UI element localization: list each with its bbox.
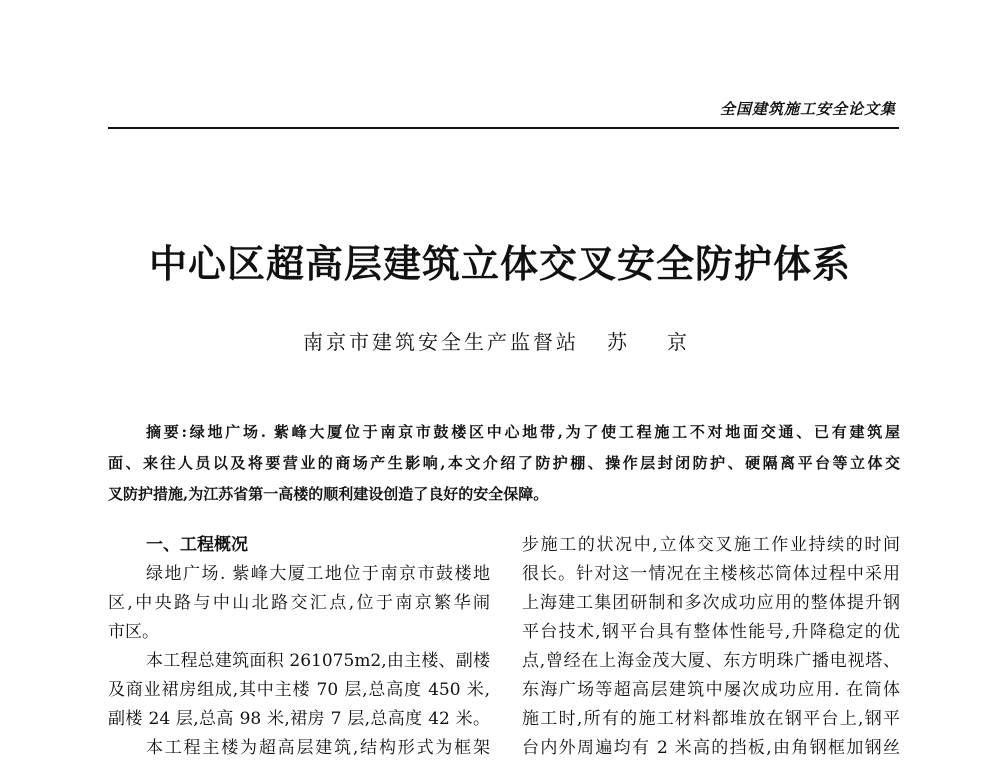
header-rule: [108, 127, 899, 129]
body-line: 点,曾经在上海金茂大厦、东方明珠广播电视塔、: [522, 651, 900, 671]
body-line: 东海广场等超高层建筑中屡次成功应用. 在筒体: [522, 680, 900, 700]
body-line: 上海建工集团研制和多次成功应用的整体提升钢: [522, 593, 900, 613]
byline: [0, 326, 1000, 355]
body-line: 区,中央路与中山北路交汇点,位于南京繁华闹: [108, 593, 490, 613]
body-line: 施工时,所有的施工材料都堆放在钢平台上,钢平: [522, 709, 900, 729]
body-line: 本工程主楼为超高层建筑,结构形式为框架: [146, 738, 490, 758]
body-column-right: [522, 531, 900, 763]
body-line: 台内外周遍均有 2 米高的挡板,由角钢框加钢丝: [522, 738, 900, 758]
abstract-line: 叉防护措施,为江苏省第一高楼的顺利建设创造了良好的安全保障。: [108, 485, 549, 503]
abstract-line-text: 绿地广场. 紫峰大厦位于南京市鼓楼区中心地带,为了使工程施工不对地面交通、已有建筑屋: [187, 423, 900, 441]
body-line: 步施工的状况中,立体交叉施工作业持续的时间: [522, 535, 900, 555]
author-affiliation: 南京市建筑安全生产监督站: [303, 330, 579, 354]
body-line: 本工程总建筑面积 261075m2,由主楼、副楼: [146, 651, 490, 671]
abstract-line: [108, 417, 900, 448]
body-line: 市区。: [108, 622, 159, 642]
section-heading: 一、工程概况: [146, 535, 248, 555]
body-line: 绿地广场. 紫峰大厦工地位于南京市鼓楼地: [146, 564, 490, 584]
author-name: 苏 京: [607, 330, 697, 354]
abstract-line: 面、来往人员以及将要营业的商场产生影响,本文介绍了防护棚、操作层封闭防护、硬隔离平台等立体交: [108, 454, 900, 472]
body-column-left: [108, 531, 490, 763]
body-line: 平台技术,钢平台具有整体性能号,升降稳定的优: [522, 622, 900, 642]
article-title: 中心区超高层建筑立体交叉安全防护体系: [148, 241, 851, 286]
body-line: 副楼 24 层,总高 98 米,裙房 7 层,总高度 42 米。: [108, 709, 490, 729]
body-line: 及商业裙房组成,其中主楼 70 层,总高度 450 米,: [108, 680, 490, 700]
body-line: 很长。针对这一情况在主楼核芯筒体过程中采用: [522, 564, 900, 584]
abstract-label: 摘要:: [146, 423, 188, 441]
running-header-title: 全国建筑施工安全论文集: [719, 100, 896, 118]
abstract: [108, 417, 900, 510]
